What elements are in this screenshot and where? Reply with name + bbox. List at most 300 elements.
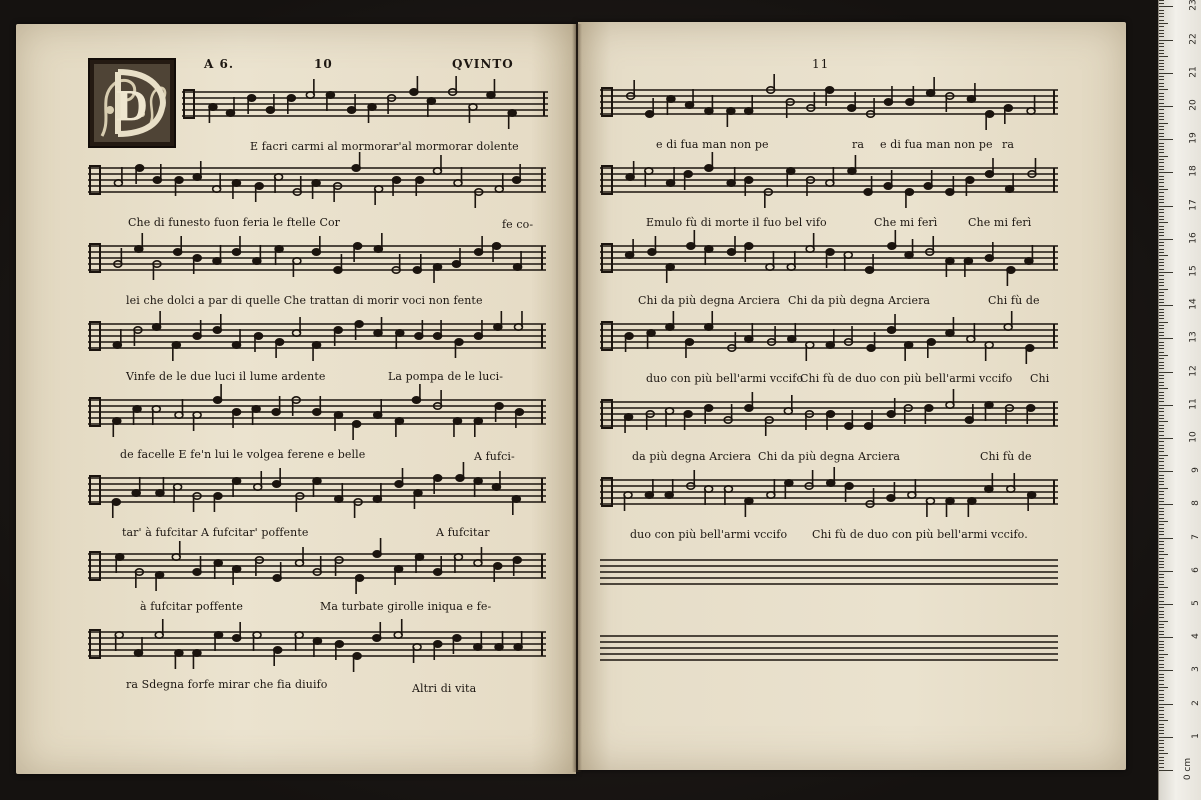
ruler-tick — [1159, 302, 1164, 303]
ruler-tick — [1159, 126, 1164, 127]
ruler-tick — [1159, 727, 1164, 728]
ruler-tick — [1159, 388, 1168, 389]
ruler-label: 11 — [1188, 398, 1199, 410]
ruler-tick — [1159, 239, 1173, 240]
ruler-tick — [1159, 740, 1164, 741]
ruler-tick — [1159, 385, 1164, 386]
ruler-tick — [1159, 6, 1173, 7]
ruler-tick — [1159, 378, 1164, 379]
ruler-label: 19 — [1188, 132, 1199, 144]
ruler-tick — [1159, 637, 1173, 638]
staff-left-8 — [86, 624, 548, 672]
ruler-tick — [1159, 0, 1164, 1]
ruler-tick — [1159, 587, 1168, 588]
ruler-tick — [1159, 262, 1164, 263]
staff-right-6 — [598, 472, 1060, 520]
ruler-tick — [1159, 229, 1164, 230]
ruler-label: 8 — [1191, 500, 1201, 507]
ruler-tick — [1159, 737, 1173, 738]
ruler-tick — [1159, 199, 1164, 200]
ruler-tick — [1159, 690, 1164, 691]
ruler-tick — [1159, 60, 1164, 61]
ruler-tick — [1159, 235, 1164, 236]
ruler-label: 21 — [1188, 66, 1199, 78]
staff-left-1 — [180, 84, 550, 132]
ruler-tick — [1159, 282, 1164, 283]
ruler-tick — [1159, 451, 1164, 452]
ruler-tick — [1159, 577, 1164, 578]
ruler-tick — [1159, 209, 1164, 210]
decorated-initial-d — [88, 58, 176, 148]
ruler-tick — [1159, 528, 1164, 529]
ruler-tick — [1159, 514, 1164, 515]
ruler-tick — [1159, 438, 1173, 439]
lyric-right-6a: duo con più bell'armi vccifo — [630, 528, 788, 541]
lyric-right-3a: Chi da più degna Arciera — [638, 294, 781, 307]
ruler-tick — [1159, 169, 1164, 170]
ruler-tick — [1159, 392, 1164, 393]
ruler-label: 6 — [1191, 566, 1201, 573]
lyric-right-2c: Che mi ferì — [968, 216, 1032, 229]
ruler-tick — [1159, 475, 1164, 476]
ruler-tick — [1159, 670, 1173, 671]
ruler-tick — [1159, 743, 1164, 744]
ruler-tick — [1159, 631, 1164, 632]
ruler-tick — [1159, 372, 1173, 373]
ruler-tick — [1159, 521, 1168, 522]
ruler-tick — [1159, 411, 1164, 412]
ruler-tick — [1159, 358, 1164, 359]
ruler-tick — [1159, 312, 1164, 313]
lyric-right-5b: Chi da più degna Arciera — [758, 450, 901, 463]
lyric-right-1c: e di fua man non pe — [880, 138, 993, 151]
ruler-tick — [1159, 551, 1164, 552]
lyric-left-7a: à fufcitar poffente — [140, 600, 243, 613]
ruler-tick — [1159, 338, 1173, 339]
ruler-tick — [1159, 176, 1164, 177]
staff-left-2 — [86, 160, 548, 208]
ruler-tick — [1159, 395, 1164, 396]
ruler-tick — [1159, 524, 1164, 525]
ruler-tick — [1159, 109, 1164, 110]
lyric-right-4a: duo con più bell'armi vccifo — [646, 372, 804, 385]
staff-right-2 — [598, 160, 1060, 208]
ruler-tick — [1159, 189, 1168, 190]
ruler-tick — [1159, 259, 1164, 260]
ruler-tick — [1159, 408, 1164, 409]
measurement-ruler — [1158, 0, 1201, 800]
ruler-tick — [1159, 325, 1164, 326]
ruler-tick — [1159, 601, 1164, 602]
ruler-tick — [1159, 687, 1168, 688]
ruler-tick — [1159, 342, 1164, 343]
ruler-tick — [1159, 328, 1164, 329]
ruler-tick — [1159, 202, 1164, 203]
ruler-tick — [1159, 375, 1164, 376]
ruler-tick — [1159, 146, 1164, 147]
staff-left-4 — [86, 316, 548, 364]
ruler-tick — [1159, 86, 1164, 87]
ruler-tick — [1159, 468, 1164, 469]
ruler-tick — [1159, 219, 1164, 220]
ruler-tick — [1159, 179, 1164, 180]
ruler-tick — [1159, 139, 1173, 140]
lyric-left-2a: Che di funesto fuon feria le ftelle Cor — [128, 216, 341, 229]
ruler-tick — [1159, 518, 1164, 519]
ruler-tick — [1159, 149, 1164, 150]
ruler-tick — [1159, 89, 1168, 90]
ruler-tick — [1159, 747, 1164, 748]
lyric-right-5a: da più degna Arciera — [632, 450, 752, 463]
ruler-tick — [1159, 162, 1164, 163]
ruler-label: 5 — [1191, 600, 1201, 606]
ruler-tick — [1159, 491, 1164, 492]
ruler-tick — [1159, 561, 1164, 562]
ruler-tick — [1159, 461, 1164, 462]
ruler-tick — [1159, 604, 1173, 605]
ruler-tick — [1159, 186, 1164, 187]
ruler-tick — [1159, 119, 1164, 120]
ruler-label: 4 — [1191, 633, 1201, 640]
lyric-right-1b: ra — [852, 138, 865, 151]
ruler-tick — [1159, 767, 1164, 768]
lyric-left-3a: lei che dolci a par di quelle Che trattan di morir voci non fente — [126, 294, 483, 307]
ruler-tick — [1159, 504, 1173, 505]
ruler-label: 10 — [1188, 431, 1199, 443]
ruler-tick — [1159, 571, 1173, 572]
ruler-tick — [1159, 624, 1164, 625]
ruler-tick — [1159, 431, 1164, 432]
ruler-tick — [1159, 458, 1164, 459]
ruler-tick — [1159, 707, 1164, 708]
ruler-tick — [1159, 332, 1164, 333]
lyric-right-2b: Che mi ferì — [874, 216, 938, 229]
ruler-tick — [1159, 558, 1164, 559]
ruler-tick — [1159, 541, 1164, 542]
ruler-tick — [1159, 750, 1164, 751]
ruler-tick — [1159, 255, 1168, 256]
ruler-tick — [1159, 677, 1164, 678]
ruler-tick — [1159, 730, 1164, 731]
staff-left-5 — [86, 392, 548, 440]
ruler-tick — [1159, 538, 1173, 539]
ruler-tick — [1159, 594, 1164, 595]
ruler-tick — [1159, 345, 1164, 346]
lyric-left-4a: Vinfe de le due luci il lume ardente — [126, 370, 326, 383]
ruler-tick — [1159, 674, 1164, 675]
ruler-tick — [1159, 607, 1164, 608]
ruler-tick — [1159, 647, 1164, 648]
ruler-tick — [1159, 285, 1164, 286]
ruler-tick — [1159, 212, 1164, 213]
ruler-tick — [1159, 232, 1164, 233]
lyric-right-1a: e di fua man non pe — [656, 138, 769, 151]
lyric-left-5b: A fufci- — [474, 450, 515, 463]
ruler-tick — [1159, 23, 1168, 24]
ruler-tick — [1159, 96, 1164, 97]
ruler-tick — [1159, 299, 1164, 300]
staff-right-1 — [598, 82, 1060, 130]
ruler-tick — [1159, 242, 1164, 243]
ruler-tick — [1159, 471, 1173, 472]
ruler-tick — [1159, 106, 1173, 107]
ruler-label: 1 — [1191, 732, 1201, 739]
book-gutter — [572, 24, 582, 772]
lyric-left-4b: La pompa de le luci- — [388, 370, 504, 383]
ruler-tick — [1159, 445, 1164, 446]
ruler-tick — [1159, 694, 1164, 695]
staff-left-6 — [86, 470, 548, 518]
ruler-tick — [1159, 700, 1164, 701]
ruler-tick — [1159, 103, 1164, 104]
ruler-tick — [1159, 36, 1164, 37]
ruler-tick — [1159, 567, 1164, 568]
ruler-tick — [1159, 465, 1164, 466]
ruler-label: 7 — [1191, 533, 1201, 540]
ruler-tick — [1159, 617, 1164, 618]
lyric-right-1d: ra — [1002, 138, 1015, 151]
lyric-left-1a: E facri carmi al mormorar'al mormorar dolente — [250, 140, 519, 153]
ruler-tick — [1159, 73, 1173, 74]
ruler-tick — [1159, 50, 1164, 51]
ruler-tick — [1159, 279, 1164, 280]
lyric-right-3b: Chi da più degna Arciera — [788, 294, 931, 307]
ruler-tick — [1159, 63, 1164, 64]
ruler-tick — [1159, 488, 1168, 489]
ruler-tick — [1159, 152, 1164, 153]
ruler-tick — [1159, 249, 1164, 250]
ruler-tick — [1159, 581, 1164, 582]
ruler-tick — [1159, 352, 1164, 353]
ruler-tick — [1159, 362, 1164, 363]
staff-right-3 — [598, 238, 1060, 286]
ruler-tick — [1159, 116, 1164, 117]
ruler-tick — [1159, 425, 1164, 426]
ruler-tick — [1159, 720, 1168, 721]
right-page-number: 11 — [812, 57, 830, 71]
lyric-right-4b: Chi fù de duo con più bell'armi vccifo — [800, 372, 1013, 385]
ruler-tick — [1159, 226, 1164, 227]
ruler-tick — [1159, 531, 1164, 532]
ruler-tick — [1159, 196, 1164, 197]
lyric-left-6a: tar' à fufcitar A fufcitar' poffente — [122, 526, 309, 539]
ruler-tick — [1159, 494, 1164, 495]
ruler-tick — [1159, 322, 1168, 323]
ruler-tick — [1159, 159, 1164, 160]
staff-right-empty-2 — [598, 628, 1060, 676]
ruler-tick — [1159, 684, 1164, 685]
ruler-tick — [1159, 415, 1164, 416]
ruler-tick — [1159, 644, 1164, 645]
ruler-tick — [1159, 305, 1173, 306]
ruler-tick — [1159, 216, 1164, 217]
lyric-left-6b: A fufcitar — [436, 526, 490, 539]
ruler-tick — [1159, 770, 1173, 771]
ruler-tick — [1159, 46, 1164, 47]
ruler-tick — [1159, 597, 1164, 598]
ruler-tick — [1159, 548, 1164, 549]
lyric-left-8b: Altri di vita — [412, 682, 477, 695]
ruler-tick — [1159, 93, 1164, 94]
ruler-tick — [1159, 405, 1173, 406]
ruler-tick — [1159, 192, 1164, 193]
ruler-tick — [1159, 143, 1164, 144]
ruler-tick — [1159, 455, 1168, 456]
ruler-tick — [1159, 697, 1164, 698]
ruler-tick — [1159, 574, 1164, 575]
ruler-tick — [1159, 69, 1164, 70]
ruler-tick — [1159, 83, 1164, 84]
ruler-tick — [1159, 245, 1164, 246]
ruler-label: 17 — [1188, 198, 1199, 211]
ruler-tick — [1159, 753, 1168, 754]
ruler-tick — [1159, 428, 1164, 429]
lyric-left-2b: fe co- — [502, 218, 534, 231]
ruler-tick — [1159, 295, 1164, 296]
ruler-label: 14 — [1188, 298, 1199, 310]
ruler-tick — [1159, 182, 1164, 183]
ruler-tick — [1159, 544, 1164, 545]
ruler-tick — [1159, 704, 1173, 705]
ruler-tick — [1159, 641, 1164, 642]
ruler-tick — [1159, 448, 1164, 449]
ruler-tick — [1159, 435, 1164, 436]
ruler-label: 18 — [1188, 165, 1199, 178]
ruler-label: 22 — [1188, 32, 1199, 45]
ruler-tick — [1159, 534, 1164, 535]
ruler-tick — [1159, 757, 1164, 758]
ruler-tick — [1159, 611, 1164, 612]
ruler-label: 23 — [1188, 0, 1199, 12]
staff-right-4 — [598, 316, 1060, 364]
ruler-tick — [1159, 627, 1164, 628]
ruler-tick — [1159, 3, 1164, 4]
ruler-tick — [1159, 289, 1168, 290]
ruler-tick — [1159, 508, 1164, 509]
ruler-tick — [1159, 129, 1164, 130]
ruler-tick — [1159, 401, 1164, 402]
ruler-tick — [1159, 265, 1164, 266]
ruler-tick — [1159, 421, 1168, 422]
ruler-tick — [1159, 355, 1168, 356]
ruler-label: 0 cm — [1182, 757, 1193, 781]
ruler-tick — [1159, 650, 1164, 651]
ruler-tick — [1159, 79, 1164, 80]
lyric-right-3c: Chi fù de — [988, 294, 1040, 307]
ruler-tick — [1159, 717, 1164, 718]
left-page-number: 10 — [314, 57, 333, 71]
ruler-tick — [1159, 156, 1168, 157]
ruler-tick — [1159, 172, 1173, 173]
initial-letter: D — [116, 81, 148, 130]
ruler-tick — [1159, 30, 1164, 31]
ruler-tick — [1159, 335, 1164, 336]
ruler-tick — [1159, 511, 1164, 512]
ruler-tick — [1159, 33, 1164, 34]
ruler-tick — [1159, 478, 1164, 479]
ruler-tick — [1159, 43, 1164, 44]
ruler-label: 15 — [1188, 265, 1199, 277]
ruler-tick — [1159, 123, 1168, 124]
ruler-label: 9 — [1191, 467, 1201, 474]
ruler-tick — [1159, 441, 1164, 442]
ruler-tick — [1159, 272, 1173, 273]
staff-right-5 — [598, 394, 1060, 442]
ruler-tick — [1159, 40, 1173, 41]
ruler-label: 12 — [1188, 364, 1199, 377]
ruler-tick — [1159, 20, 1164, 21]
lyric-right-4c: Chi — [1030, 372, 1050, 385]
ruler-tick — [1159, 113, 1164, 114]
ruler-tick — [1159, 365, 1164, 366]
lyric-left-8a: ra Sdegna forfe mirar che fia diuifo — [126, 678, 328, 691]
ruler-tick — [1159, 315, 1164, 316]
ruler-tick — [1159, 53, 1164, 54]
ruler-tick — [1159, 564, 1164, 565]
ruler-tick — [1159, 763, 1164, 764]
ruler-tick — [1159, 13, 1164, 14]
ruler-tick — [1159, 660, 1164, 661]
ruler-tick — [1159, 309, 1164, 310]
staff-right-empty-1 — [598, 552, 1060, 600]
ruler-tick — [1159, 252, 1164, 253]
ruler-tick — [1159, 484, 1164, 485]
ruler-tick — [1159, 348, 1164, 349]
staff-left-7 — [86, 546, 548, 594]
ruler-tick — [1159, 382, 1164, 383]
ruler-label: 3 — [1191, 666, 1201, 673]
ruler-tick — [1159, 554, 1168, 555]
ruler-tick — [1159, 621, 1168, 622]
ruler-tick — [1159, 710, 1164, 711]
ruler-tick — [1159, 76, 1164, 77]
ruler-tick — [1159, 99, 1164, 100]
left-voice-part: QVINTO — [452, 57, 514, 71]
ruler-label: 20 — [1188, 99, 1199, 111]
ruler-tick — [1159, 714, 1164, 715]
ruler-tick — [1159, 26, 1164, 27]
ruler-tick — [1159, 584, 1164, 585]
ruler-tick — [1159, 10, 1164, 11]
lyric-left-7b: Ma turbate girolle iniqua e fe- — [320, 600, 492, 613]
ruler-tick — [1159, 760, 1164, 761]
ruler-tick — [1159, 133, 1164, 134]
ruler-tick — [1159, 614, 1164, 615]
ruler-tick — [1159, 398, 1164, 399]
ruler-tick — [1159, 501, 1164, 502]
ruler-tick — [1159, 206, 1173, 207]
ruler-tick — [1159, 481, 1164, 482]
ruler-tick — [1159, 724, 1164, 725]
ruler-tick — [1159, 166, 1164, 167]
ruler-tick — [1159, 16, 1164, 17]
ruler-tick — [1159, 292, 1164, 293]
ruler-tick — [1159, 368, 1164, 369]
lyric-right-2a: Emulo fù di morte il fuo bel vifo — [646, 216, 827, 229]
lyric-right-6b: Chi fù de duo con più bell'armi vccifo. — [812, 528, 1028, 541]
ruler-tick — [1159, 657, 1164, 658]
ruler-label: 13 — [1188, 331, 1199, 344]
ruler-tick — [1159, 498, 1164, 499]
ruler-label: 16 — [1188, 232, 1199, 244]
ruler-tick — [1159, 222, 1168, 223]
ruler-tick — [1159, 56, 1168, 57]
ruler-tick — [1159, 654, 1168, 655]
ruler-tick — [1159, 680, 1164, 681]
ruler-tick — [1159, 634, 1164, 635]
ruler-tick — [1159, 733, 1164, 734]
lyric-left-5a: de facelle E fe'n lui le volgea ferene e belle — [120, 448, 366, 461]
